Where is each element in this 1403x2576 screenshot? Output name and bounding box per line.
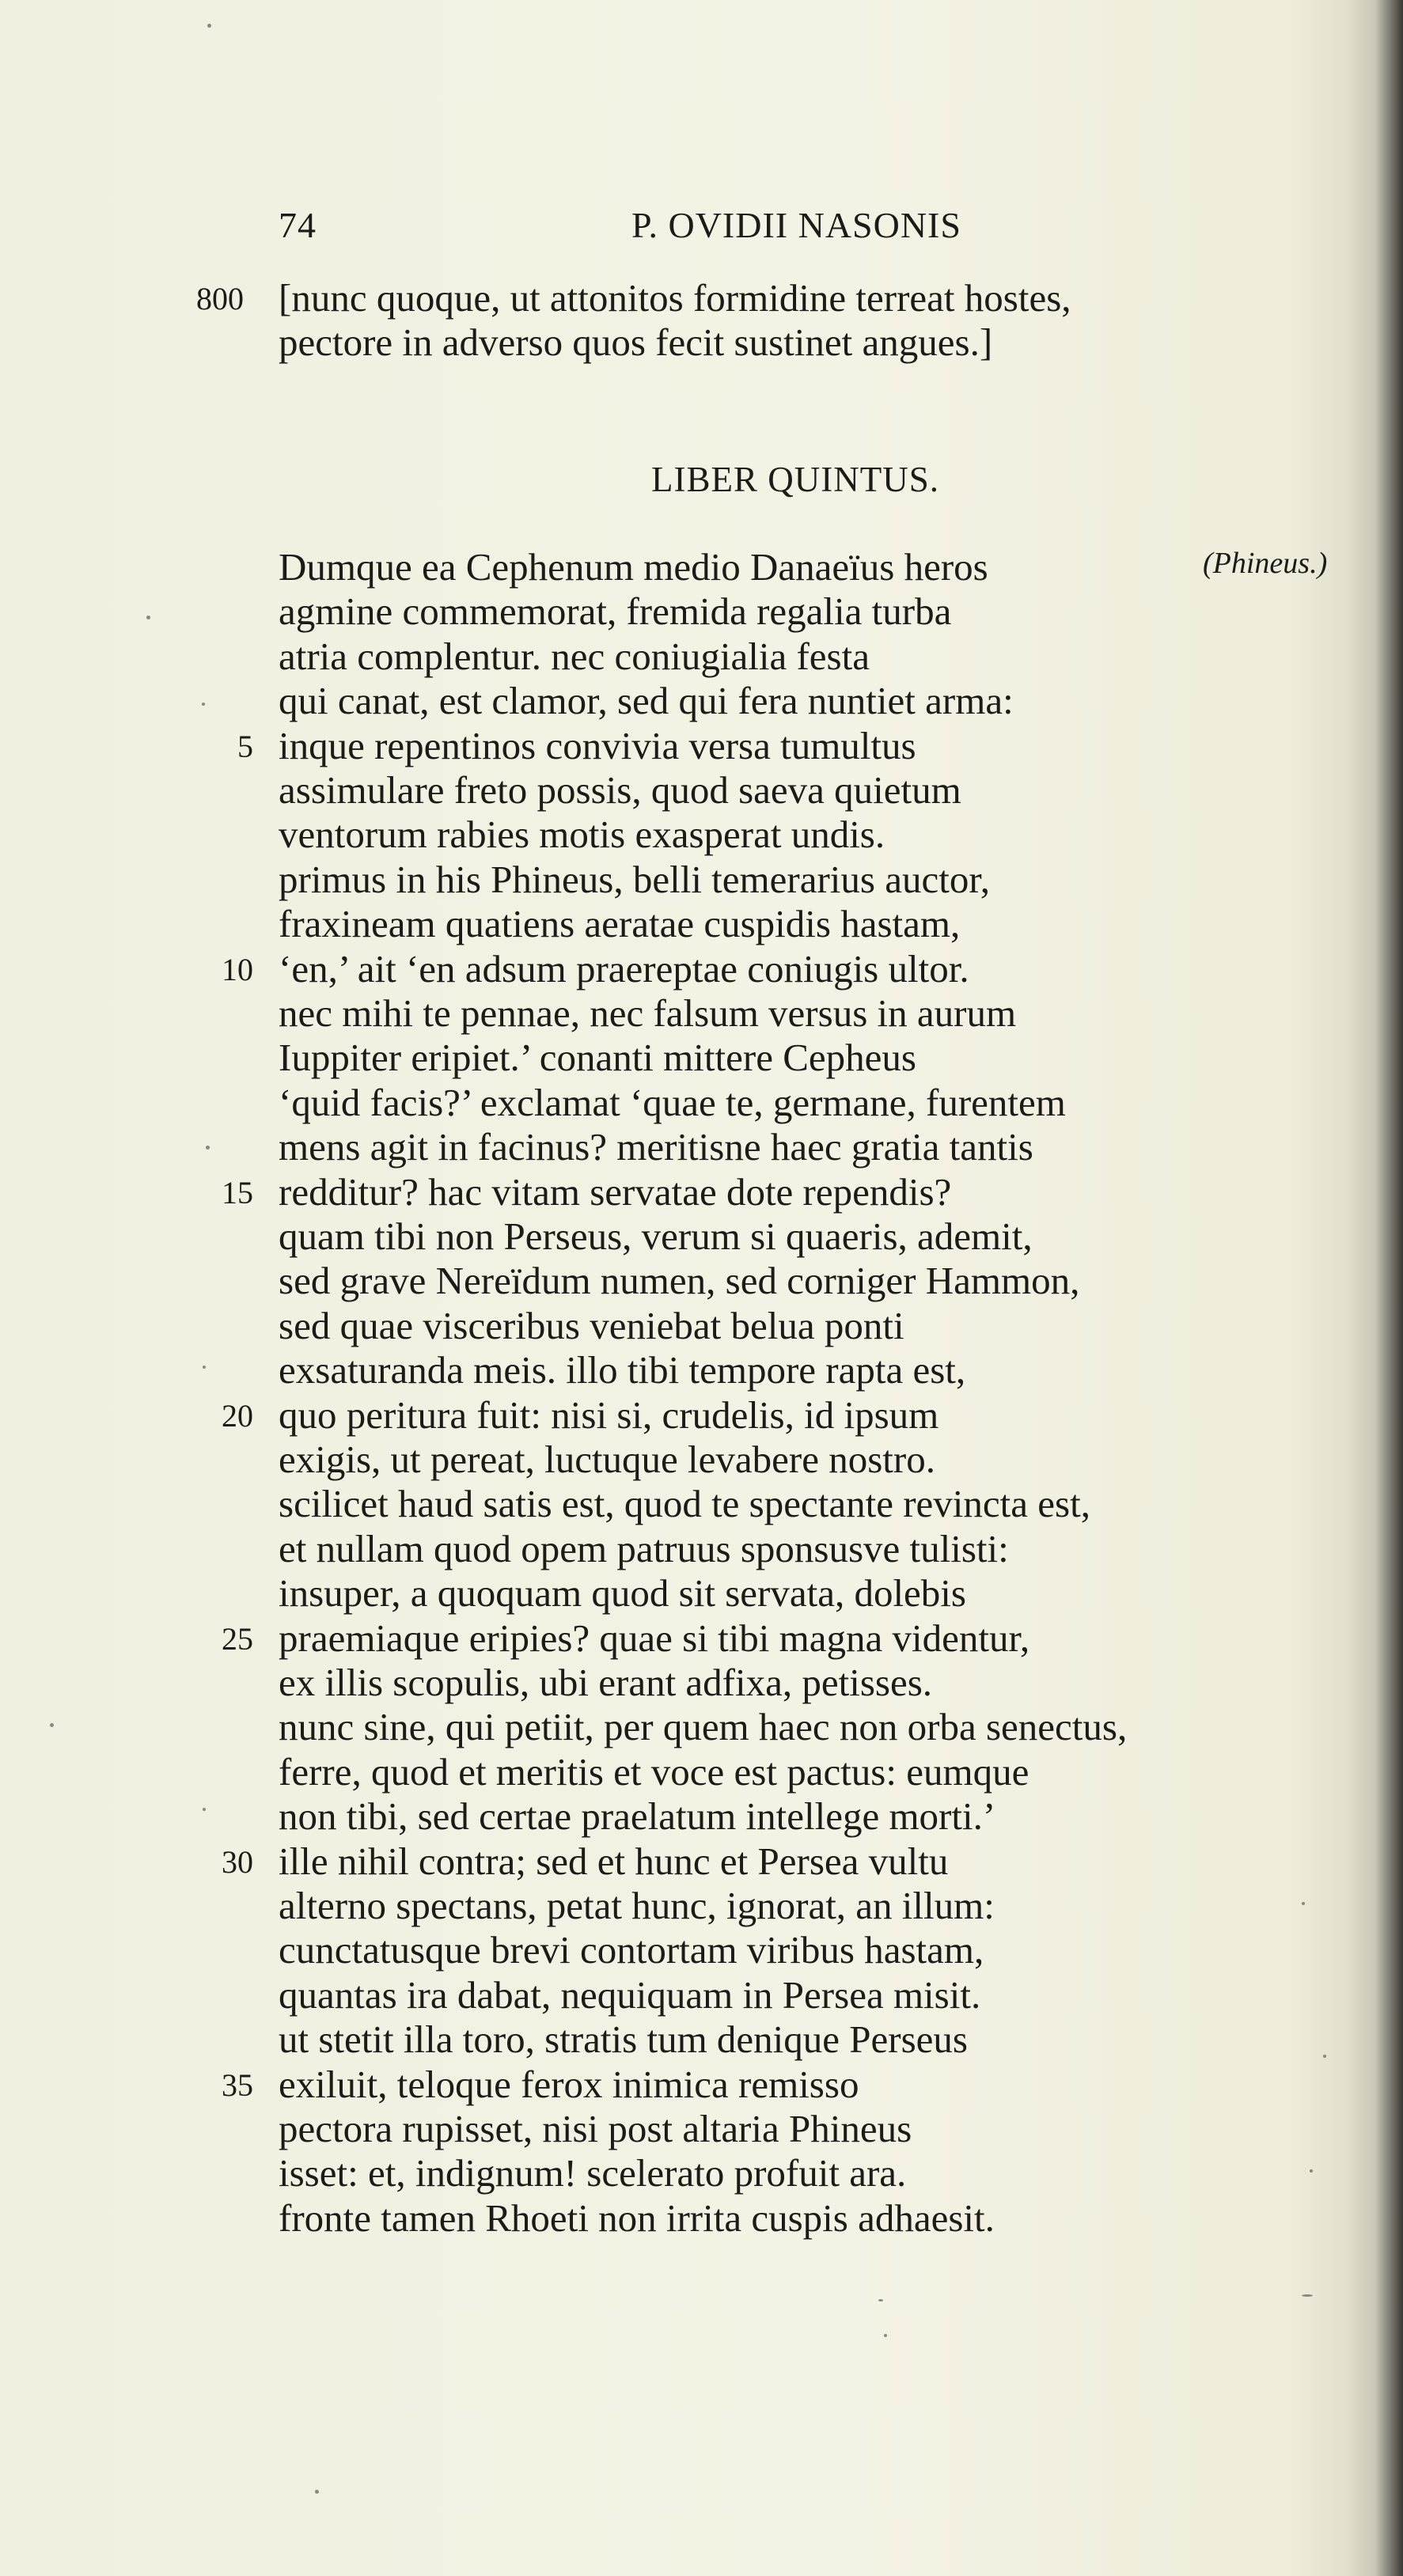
verse-line: sed quae visceribus veniebat belua ponti [279, 1303, 904, 1347]
verse-line: ferre, quod et meritis et voce est pactus: eumque [279, 1749, 1029, 1794]
verse-line: Dumque ea Cephenum medio Danaeïus heros [279, 545, 988, 589]
verse-line: exigis, ut pereat, luctuque levabere nostro. [279, 1438, 935, 1481]
running-title: P. OVIDII NASONIS [631, 205, 961, 245]
verse-line: [nunc quoque, ut attonitos formidine terreat hostes, [279, 276, 1071, 320]
line-number: 800 [196, 281, 244, 316]
verse-line: non tibi, sed certae praelatum intellege morti.’ [279, 1794, 996, 1839]
verse-line: et nullam quod opem patruus sponsusve tulisti: [279, 1526, 1009, 1570]
scan-speck [203, 1808, 206, 1811]
verse-line: cunctatusque brevi contortam viribus hastam, [279, 1928, 984, 1972]
verse-line: ex illis scopulis, ubi erant adfixa, petisses. [279, 1661, 933, 1704]
scan-speck [202, 703, 205, 706]
running-header [279, 204, 1070, 252]
verse-line: assimulare freto possis, quod saeva quietum [279, 768, 961, 812]
verse-line: primus in his Phineus, belli temerarius auctor, [279, 857, 990, 901]
verse-line: sed grave Nereïdum numen, sed corniger Hammon, [279, 1259, 1080, 1303]
book-title: LIBER QUINTUS. [651, 460, 939, 499]
verse-line: exsaturanda meis. illo tibi tempore rapta est, [279, 1348, 966, 1392]
scan-speck [1302, 1902, 1305, 1905]
verse-line: Iuppiter eripiet.’ conanti mittere Cepheus [279, 1036, 916, 1080]
verse-line: quantas ira dabat, nequiquam in Persea misit. [279, 1972, 981, 2017]
verse-line: pectore in adverso quos fecit sustinet angues.] [279, 320, 993, 364]
verse-line: redditur? hac vitam servatae dote rependis? [279, 1169, 952, 1214]
verse-line: ‘quid facis?’ exclamat ‘quae te, germane, furentem [279, 1080, 1066, 1124]
verse-line: scilicet haud satis est, quod te spectante revincta est, [279, 1482, 1090, 1526]
verse-line: qui canat, est clamor, sed qui fera nuntiet arma: [279, 679, 1014, 723]
verse-line: inque repentinos convivia versa tumultus [279, 723, 916, 767]
line-number: 5 [237, 728, 253, 764]
verse-line: nunc sine, qui petiit, per quem haec non orba senectus, [279, 1705, 1128, 1749]
verse-line: fronte tamen Rhoeti non irrita cuspis adhaesit. [279, 2195, 995, 2240]
verse-line: praemiaque eripies? quae si tibi magna videntur, [279, 1616, 1030, 1660]
scan-speck [884, 2334, 887, 2337]
scan-speck [1302, 2294, 1313, 2297]
scan-speck [1310, 2169, 1313, 2173]
verse-line: atria complentur. nec coniugialia festa [279, 634, 870, 678]
line-number: 30 [222, 1843, 253, 1880]
line-number: 15 [222, 1174, 253, 1210]
scan-speck [1323, 2055, 1326, 2058]
verse-line: mens agit in facinus? meritisne haec gratia tantis [279, 1125, 1033, 1169]
page-number: 74 [279, 205, 317, 245]
scan-speck [878, 2299, 883, 2301]
line-number: 25 [222, 1620, 253, 1657]
verse-line: quam tibi non Perseus, verum si quaeris, ademit, [279, 1214, 1033, 1258]
verse-line: ille nihil contra; sed et hunc et Persea vultu [279, 1839, 949, 1883]
verse-line: ventorum rabies motis exasperat undis. [279, 813, 885, 857]
verse-line: ‘en,’ ait ‘en adsum praereptae coniugis ultor. [279, 946, 969, 991]
scan-speck [146, 616, 150, 619]
line-number: 20 [222, 1397, 253, 1434]
verse-line: exiluit, teloque ferox inimica remisso [279, 2062, 859, 2106]
line-number: 35 [222, 2066, 253, 2103]
verse-line: alterno spectans, petat hunc, ignorat, an illum: [279, 1884, 995, 1927]
scan-speck [207, 24, 211, 28]
verse-line: agmine commemorat, fremida regalia turba [279, 589, 952, 634]
verse-line: nec mihi te pennae, nec falsum versus in aurum [279, 991, 1017, 1035]
scan-speck [203, 1366, 206, 1369]
verse-line: insuper, a quoquam quod sit servata, dolebis [279, 1571, 966, 1616]
scan-speck [206, 1146, 210, 1150]
verse-line: isset: et, indignum! scelerato profuit ara. [279, 2151, 907, 2195]
scan-speck [315, 2490, 319, 2494]
verse-line: quo peritura fuit: nisi si, crudelis, id ipsum [279, 1392, 939, 1437]
verse-line: ut stetit illa toro, stratis tum denique Perseus [279, 2017, 968, 2062]
verse-line: fraxineam quatiens aeratae cuspidis hastam, [279, 902, 961, 946]
line-number: 10 [222, 951, 253, 987]
verse-line: pectora rupisset, nisi post altaria Phineus [279, 2107, 912, 2150]
margin-sidenote: (Phineus.) [1203, 547, 1328, 580]
scan-speck [50, 1723, 54, 1727]
